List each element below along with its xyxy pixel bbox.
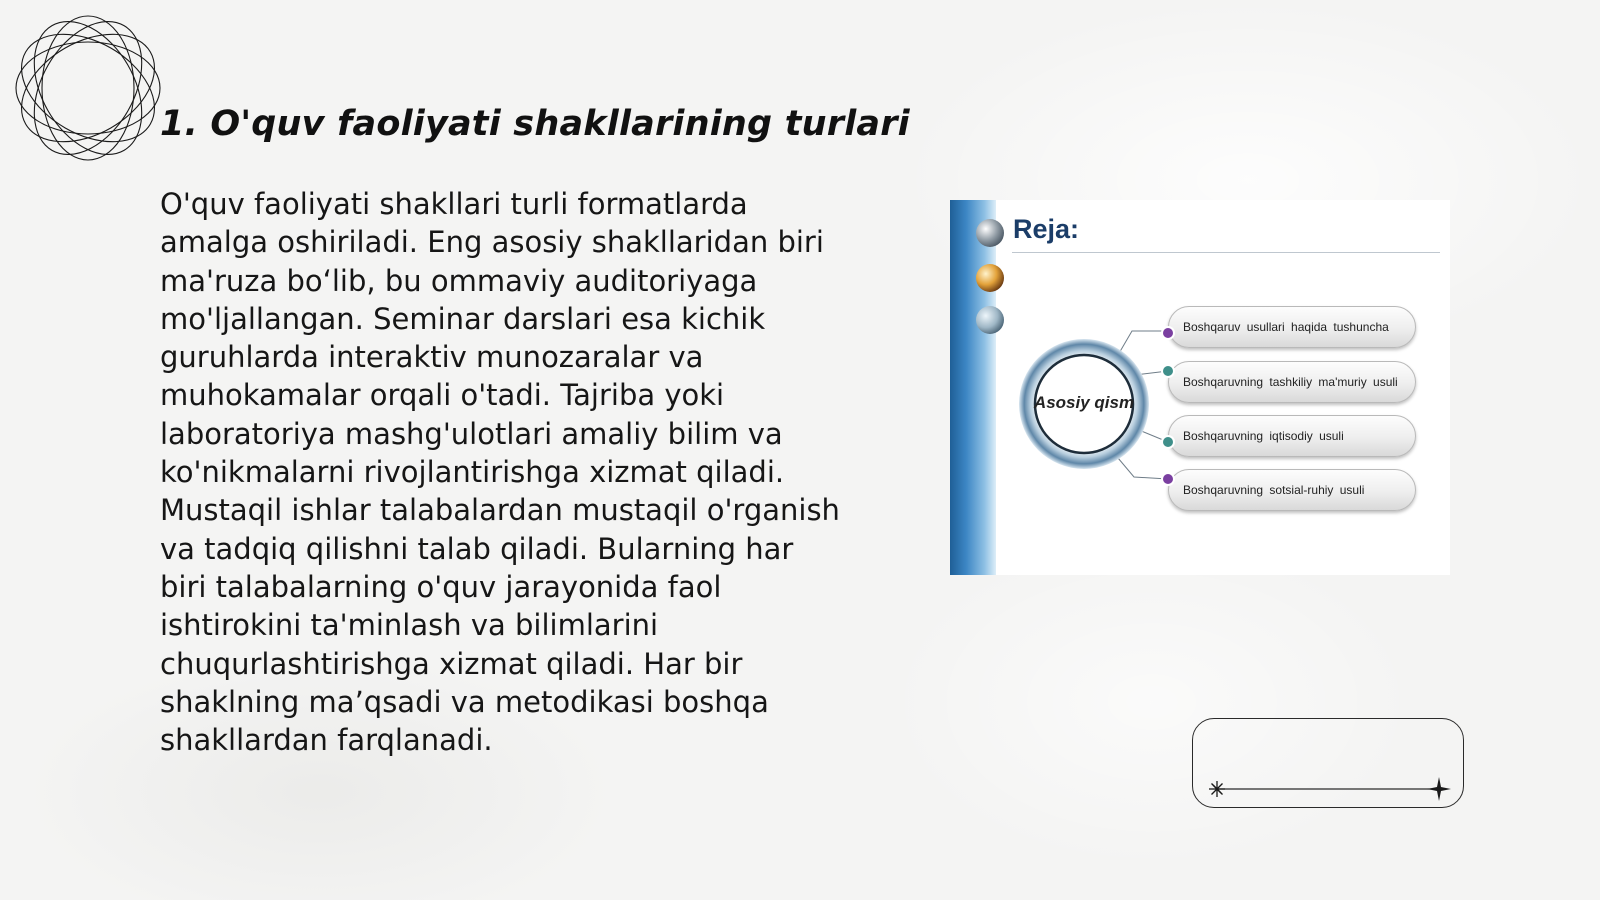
plan-item-4: Boshqaruvning sotsial-ruhiy usuli (1168, 469, 1416, 511)
decor-ball-2 (976, 264, 1004, 292)
slide-body-text: O'quv faoliyati shakllari turli formatlarda amalga oshiriladi. Eng asosiy shakllaridan biri ma'ruza bo‘lib, bu ommaviy auditoriyaga mo'ljallangan. Seminar darslari esa kichik guruhlarda interaktiv munozaralar va muhokamalar orqali o'tadi. Tajriba yoki laboratoriya mashg'ulotlari amaliy bilim va ko'nikmalarni rivojlantirishga xizmat qiladi. Mustaqil ishlar talabalardan mustaqil o'rganish va tadqiq qilishni talab qiladi. Bularning har biri talabalarning o'quv jarayonida faol ishtirokini ta'minlash va bilimlarini chuqurlashtirishga xizmat qiladi. Har bir shaklning ma’qsadi va metodikasi boshqa shakllardan farqlanadi. (160, 187, 840, 758)
plan-item-dot-1 (1163, 328, 1173, 338)
burst-star-icon (1209, 781, 1225, 797)
decorative-line-graphic (1193, 719, 1465, 809)
decor-ball-3 (976, 306, 1004, 334)
decorative-line-box (1192, 718, 1464, 808)
hub-label: Asosiy qism (1033, 392, 1135, 412)
plan-item-dot-2 (1163, 366, 1173, 376)
plan-title: Reja: (1013, 214, 1080, 244)
plan-item-2: Boshqaruvning tashkiliy ma'muriy usuli (1168, 361, 1416, 403)
plan-title-rule (1012, 252, 1440, 253)
plan-item-dot-3 (1163, 437, 1173, 447)
plan-diagram-image (950, 200, 1450, 575)
slide-title: 1. O'quv faoliyati shakllarining turlari (160, 104, 910, 144)
plan-item-dot-4 (1163, 474, 1173, 484)
decor-ball-1 (976, 219, 1004, 247)
plan-item-1: Boshqaruv usullari haqida tushuncha (1168, 306, 1416, 348)
plan-item-3: Boshqaruvning iqtisodiy usuli (1168, 415, 1416, 457)
sparkle-star-icon (1427, 777, 1451, 801)
rosette-ornament (8, 8, 168, 168)
